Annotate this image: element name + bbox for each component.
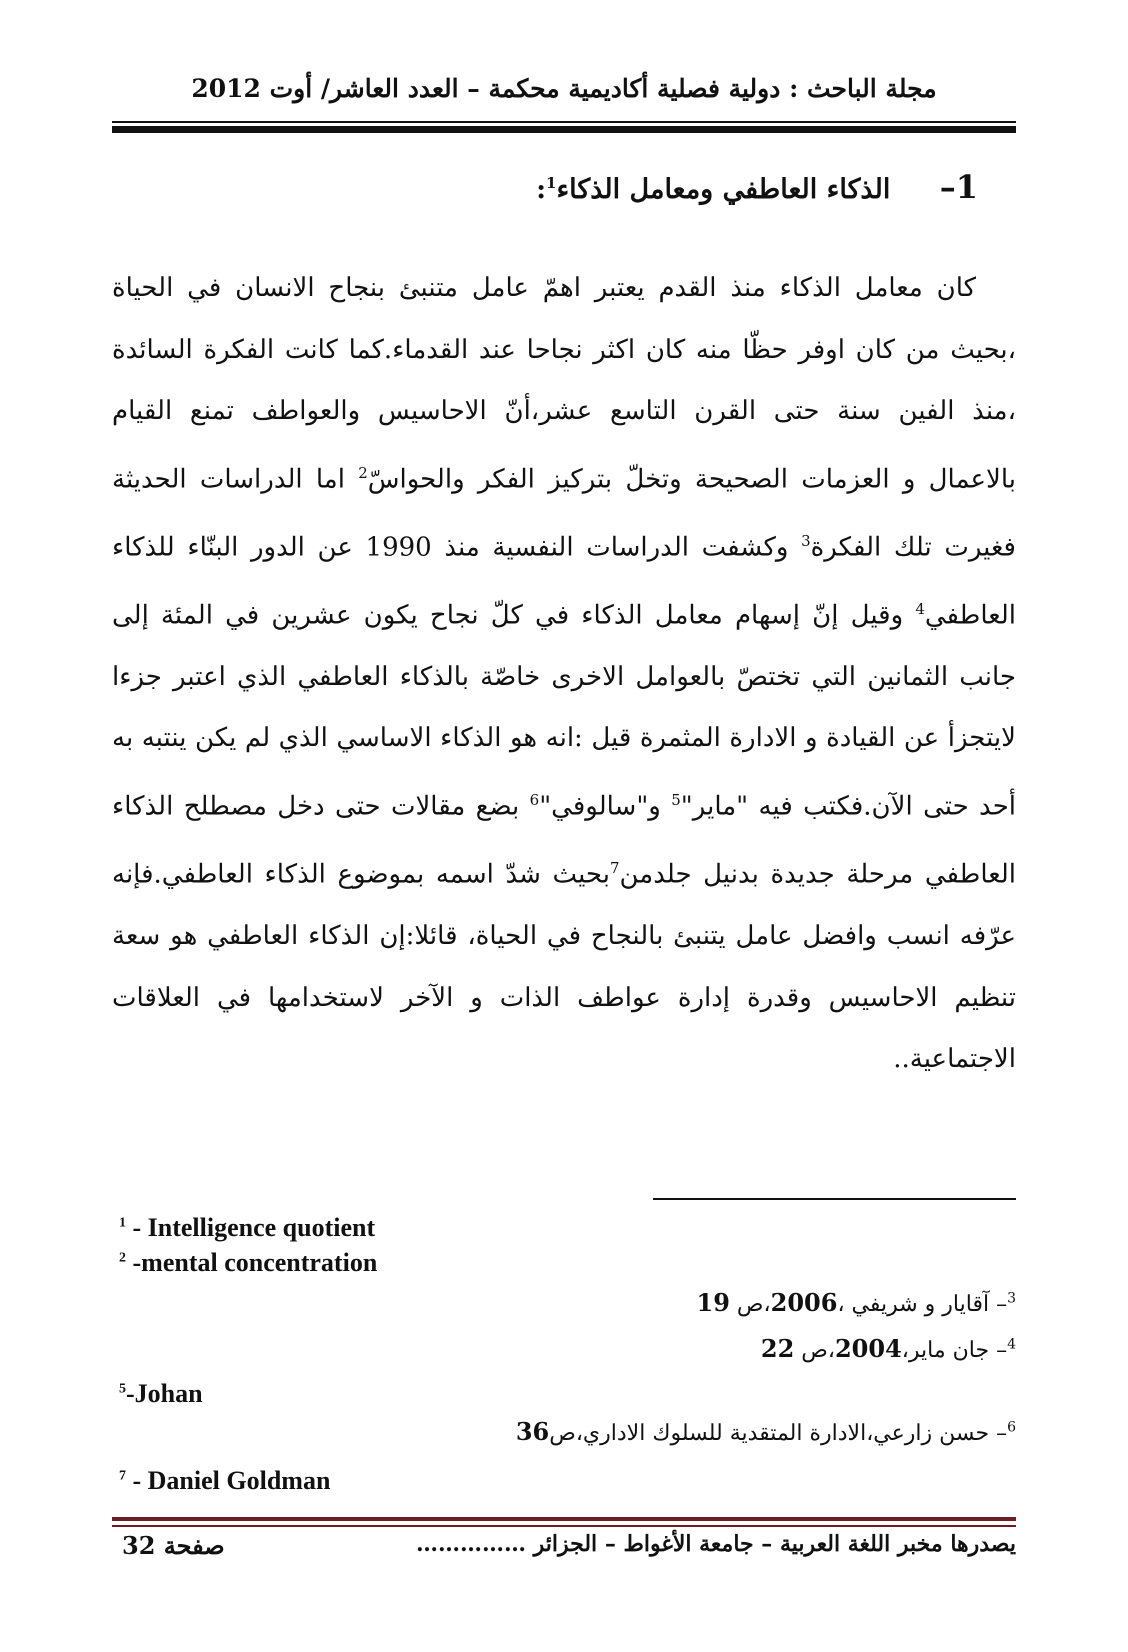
body-text-segment: كان معامل الذكاء منذ القدم يعتبر اهمّ عامل متنبئ بنجاح الانسان في الحياة ،بحيث من كان اوفر حظّا منه كان اكثر نجاحا عند القدماء.كما كانت الفكرة السائدة ،منذ الفين سنة حتى القرن التاسع عشر،أنّ الاحاسيس والعواطف تمنع القيام بالاعمال و العزمات الصحيحة وتخلّ بتركيز الفكر والحواسّ — [112, 273, 1016, 495]
footnote-5 — [119, 1379, 203, 1409]
footnote-ref: 7 — [609, 859, 620, 878]
footnote-2 — [119, 1248, 377, 1278]
footnote-ref: 1 — [546, 174, 557, 192]
footnote-text: – آقايار و شريفي ، — [837, 1292, 1008, 1317]
footnote-text: - Intelligence quotient — [126, 1213, 376, 1242]
publisher-line: يصدرها مخبر اللغة العربية – جامعة الأغواط – الجزائر …………… — [415, 1531, 1016, 1557]
journal-header — [112, 74, 1016, 103]
footnote-text: ،ص — [729, 1292, 771, 1317]
journal-header-text: مجلة الباحث : دولية فصلية أكاديمية محكمة – العدد العاشر/ أوت 2012 — [191, 74, 937, 103]
footnote-page: 36 — [515, 1417, 550, 1446]
footnote-text: - Daniel Goldman — [126, 1466, 331, 1495]
footnote-mark: 3 — [1007, 1290, 1016, 1307]
body-text-segment: و"سالوفي" — [539, 791, 672, 822]
header-rule-thick — [112, 126, 1016, 133]
footnote-text: – حسن زارعي،الادارة المتقدية للسلوك الاداري،ص — [549, 1421, 1008, 1446]
footnote-text: -Johan — [126, 1379, 203, 1408]
footnote-mark: 1 — [119, 1215, 126, 1231]
footnote-ref: 3 — [801, 531, 811, 550]
footnote-separator — [653, 1198, 1016, 1200]
footnote-text: – جان ماير، — [901, 1338, 1008, 1363]
footnote-mark: 5 — [119, 1381, 126, 1397]
footnote-3 — [697, 1288, 1016, 1317]
body-text-segment: وكشفت الدراسات النفسية منذ 1990 عن الدور البنّاء للذكاء العاطفي — [112, 532, 1016, 631]
footnote-mark: 6 — [1007, 1419, 1016, 1436]
body-text-segment: بضع مقالات حتى دخل مصطلح الذكاء العاطفي مرحلة جديدة بدنيل جلدمن — [112, 791, 1016, 890]
body-text-segment: وقيل إنّ إسهام معامل الذكاء في كلّ نجاح يكون عشرين في المئة إلى جانب الثمانين التي تختصّ بالعوامل الاخرى خاصّة بالذكاء العاطفي الذي اعتبر جزءا لايتجزأ عن القيادة و الادارة المثمرة قيل :انه هو الذكاء الاساسي الذي لم يكن ينتبه به أحد حتى الآن.فكتب فيه "ماير" — [112, 600, 1016, 822]
footnote-ref: 4 — [915, 599, 925, 618]
body-text-segment: اما الدراسات الحديثة فغيرت تلك الفكرة — [112, 464, 1016, 563]
footnote-page: 22 — [760, 1334, 795, 1363]
footnote-page: 19 — [696, 1288, 730, 1317]
footnote-year: 2006 — [770, 1288, 838, 1317]
section-number: 1– — [939, 168, 978, 206]
body-text-segment: بحيث شدّ اسمه بموضوع الذكاء العاطفي.فإنه عرّفه انسب وافضل عامل يتنبئ بالنجاح في الحياة، قائلا:إن الذكاء العاطفي هو سعة تنظيم الاحاسيس وقدرة إدارة عواطف الذات و الآخر لاستخدامها في العلاقات الاجتماعية.. — [112, 859, 1016, 1075]
footnote-4 — [761, 1334, 1016, 1363]
footer-rule-thick — [112, 1517, 1016, 1521]
footnote-7 — [119, 1466, 330, 1496]
section-heading — [536, 168, 978, 206]
footnote-mark: 4 — [1007, 1336, 1016, 1353]
footnote-1 — [119, 1213, 375, 1243]
footnote-mark: 7 — [119, 1468, 126, 1484]
footnote-ref: 6 — [529, 790, 540, 809]
footnote-ref: 5 — [671, 790, 681, 809]
footnote-ref: 2 — [358, 463, 368, 482]
page-number: صفحة 32 — [122, 1531, 225, 1560]
body-paragraph — [112, 258, 1016, 1091]
section-title-colon: : — [536, 174, 547, 205]
header-rule-thin — [112, 121, 1016, 123]
footnote-year: 2004 — [834, 1334, 902, 1363]
footnote-text: ،ص — [794, 1338, 835, 1363]
footnote-text: -mental concentration — [126, 1248, 378, 1277]
section-title: الذكاء العاطفي ومعامل الذكاء — [556, 174, 891, 205]
footnote-6 — [516, 1417, 1016, 1446]
footer-rule-thin — [112, 1525, 1016, 1527]
footnote-mark: 2 — [119, 1250, 126, 1266]
